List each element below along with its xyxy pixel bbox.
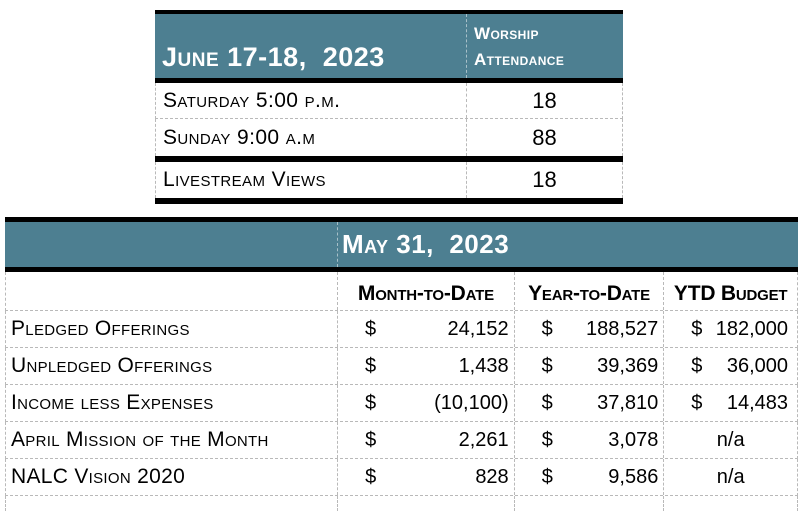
row-saturday-5pm bbox=[155, 83, 623, 119]
attendance-value: 18 bbox=[466, 162, 622, 198]
currency-symbol: $ bbox=[691, 391, 703, 414]
finance-header bbox=[5, 222, 798, 267]
cell-ytd-budget bbox=[663, 422, 797, 458]
row-unpledged-offerings bbox=[5, 348, 798, 385]
row-label: NALC Vision 2020 bbox=[11, 465, 186, 488]
amount: 182,000 bbox=[715, 317, 788, 340]
finance-column-headers bbox=[5, 272, 798, 311]
empty-cell bbox=[663, 496, 797, 511]
column-header-year-to-date: Year-to-Date bbox=[514, 272, 664, 310]
amount: 3,078 bbox=[608, 428, 659, 451]
cell-month-to-date bbox=[337, 385, 514, 421]
cell-ytd-budget bbox=[663, 348, 797, 384]
currency-symbol: $ bbox=[541, 391, 553, 414]
currency-symbol: $ bbox=[365, 391, 377, 414]
cell-year-to-date bbox=[514, 348, 664, 384]
row-pledged-offerings bbox=[5, 311, 798, 348]
cell-ytd-budget bbox=[663, 311, 797, 347]
amount: 828 bbox=[475, 465, 509, 488]
cell-year-to-date bbox=[514, 422, 664, 458]
row-april-mission-of-the-month bbox=[5, 422, 798, 459]
cell-month-to-date bbox=[337, 459, 514, 495]
empty-cell bbox=[337, 496, 514, 511]
empty-cell bbox=[514, 496, 664, 511]
currency-symbol: $ bbox=[691, 354, 703, 377]
amount: 36,000 bbox=[726, 354, 788, 377]
amount: 39,369 bbox=[597, 354, 659, 377]
amount: n/a bbox=[716, 465, 745, 488]
cell-month-to-date bbox=[337, 348, 514, 384]
row-label: Pledged Offerings bbox=[11, 317, 190, 340]
finance-date-title: May 31, 2023 bbox=[342, 229, 510, 259]
cell-ytd-budget bbox=[663, 459, 797, 495]
bottom-rule bbox=[155, 198, 623, 204]
row-nalc-vision-2020 bbox=[5, 459, 798, 496]
column-header-ytd-budget: YTD Budget bbox=[663, 272, 797, 310]
attendance-header bbox=[155, 14, 623, 78]
cell-year-to-date bbox=[514, 459, 664, 495]
attendance-table bbox=[155, 10, 623, 204]
row-label: Income less Expenses bbox=[11, 391, 214, 414]
row-label: Unpledged Offerings bbox=[11, 354, 213, 377]
row-label: Livestream Views bbox=[163, 168, 326, 191]
amount: 188,527 bbox=[585, 317, 659, 340]
empty-cell bbox=[6, 496, 337, 511]
currency-symbol: $ bbox=[691, 317, 703, 340]
row-label: Saturday 5:00 p.m. bbox=[163, 88, 341, 112]
row-sunday-9am bbox=[155, 119, 623, 156]
currency-symbol: $ bbox=[541, 465, 553, 488]
cell-year-to-date bbox=[514, 385, 664, 421]
worship-attendance-column-header: Worship Attendance bbox=[466, 14, 623, 78]
currency-symbol: $ bbox=[541, 354, 553, 377]
finance-table bbox=[5, 217, 798, 511]
row-income-less-expenses bbox=[5, 385, 798, 422]
attendance-value: 18 bbox=[466, 83, 622, 118]
currency-symbol: $ bbox=[365, 428, 377, 451]
empty-corner-cell bbox=[6, 272, 337, 310]
currency-symbol: $ bbox=[365, 465, 377, 488]
currency-symbol: $ bbox=[541, 428, 553, 451]
cell-month-to-date bbox=[337, 311, 514, 347]
empty-grid-strip bbox=[5, 496, 798, 511]
row-label: April Mission of the Month bbox=[11, 428, 269, 451]
amount: 2,261 bbox=[458, 428, 509, 451]
currency-symbol: $ bbox=[365, 354, 377, 377]
amount: 14,483 bbox=[726, 391, 788, 414]
row-livestream-views bbox=[155, 162, 623, 198]
currency-symbol: $ bbox=[365, 317, 377, 340]
cell-month-to-date bbox=[337, 422, 514, 458]
amount: 9,586 bbox=[608, 465, 659, 488]
column-header-month-to-date: Month-to-Date bbox=[337, 272, 514, 310]
cell-ytd-budget bbox=[663, 385, 797, 421]
currency-symbol: $ bbox=[541, 317, 553, 340]
attendance-date-title: June 17-18, 2023 bbox=[162, 42, 385, 72]
amount: 1,438 bbox=[458, 354, 509, 377]
amount: (10,100) bbox=[434, 391, 509, 414]
amount: 24,152 bbox=[447, 317, 509, 340]
cell-year-to-date bbox=[514, 311, 664, 347]
attendance-value: 88 bbox=[466, 119, 622, 156]
row-label: Sunday 9:00 a.m bbox=[163, 125, 316, 149]
amount: 37,810 bbox=[597, 391, 659, 414]
amount: n/a bbox=[716, 428, 745, 451]
